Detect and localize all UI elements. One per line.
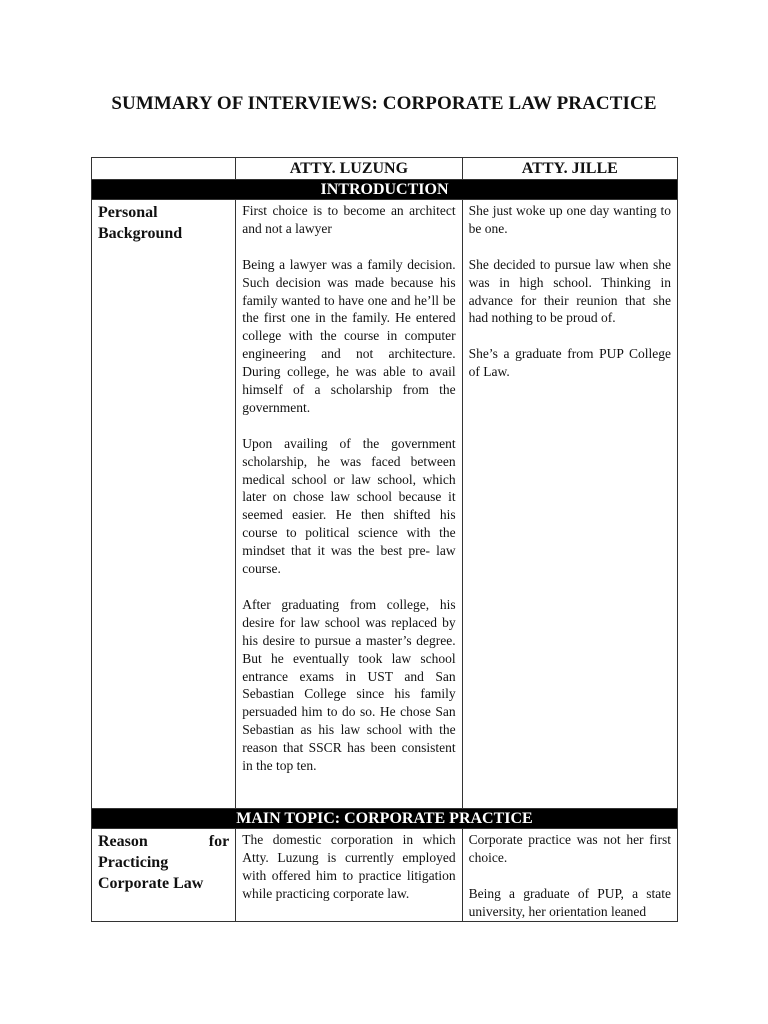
label-rest: Practicing Corporate Law	[98, 854, 204, 892]
paragraph: Being a lawyer was a family decision. Such decision was made because his family wanted to have one and he’ll be the first one in the family. He entered college with the course in computer engineering and not architecture. During college, he was able to avail himself of a scholarship from the government.	[242, 256, 456, 415]
header-atty-luzung: ATTY. LUZUNG	[236, 158, 462, 180]
luzung-personal-background	[236, 200, 462, 809]
paragraph: The domestic corporation in which Atty. Luzung is currently employed with offered him to practice litigation while practicing corporate law.	[242, 832, 456, 901]
section-title: INTRODUCTION	[92, 180, 678, 200]
table-header-row	[92, 158, 678, 180]
paragraph: She’s a graduate from PUP College of Law.	[468, 346, 671, 380]
luzung-reason	[236, 829, 462, 922]
section-introduction	[92, 180, 678, 200]
jille-reason	[462, 829, 677, 922]
paragraph: She just woke up one day wanting to be one.	[468, 203, 671, 236]
document-title: SUMMARY OF INTERVIEWS: CORPORATE LAW PRACTICE	[111, 93, 657, 114]
paragraph: Upon availing of the government scholarship, he was faced between medical school or law school, which later on chose law school because it seemed easier. He then shifted his course to political science with the mindset that it was the best pre- law course.	[242, 435, 456, 577]
paragraph: Corporate practice was not her first choice.	[468, 832, 671, 865]
table-row	[92, 829, 678, 922]
paragraph: First choice is to become an architect and not a lawyer	[242, 203, 456, 236]
label-first-line	[98, 831, 229, 852]
table-row	[92, 200, 678, 809]
section-title: MAIN TOPIC: CORPORATE PRACTICE	[92, 809, 678, 829]
paragraph: After graduating from college, his desire for law school was replaced by his desire to pursue a master’s degree. But he eventually took law school entrance exams in UST and San Sebastian College since his family persuaded him to do so. He chose San Sebastian as his law school with the reason that SSCR has been consistent in the top ten.	[242, 596, 456, 774]
label-word: Reason	[98, 833, 148, 850]
paragraph: She decided to pursue law when she was in high school. Thinking in advance for their reunion that she had nothing to be proud of.	[468, 256, 671, 326]
label-word: for	[208, 833, 230, 850]
interview-summary-table	[91, 157, 678, 922]
header-atty-jille: ATTY. JILLE	[462, 158, 677, 180]
section-main-topic	[92, 809, 678, 829]
jille-personal-background	[462, 200, 677, 809]
row-label-reason-for-practicing	[92, 829, 236, 922]
paragraph: Being a graduate of PUP, a state university, her orientation leaned	[468, 885, 671, 919]
header-empty-cell	[92, 158, 236, 180]
row-label-personal-background: Personal Background	[92, 200, 236, 809]
